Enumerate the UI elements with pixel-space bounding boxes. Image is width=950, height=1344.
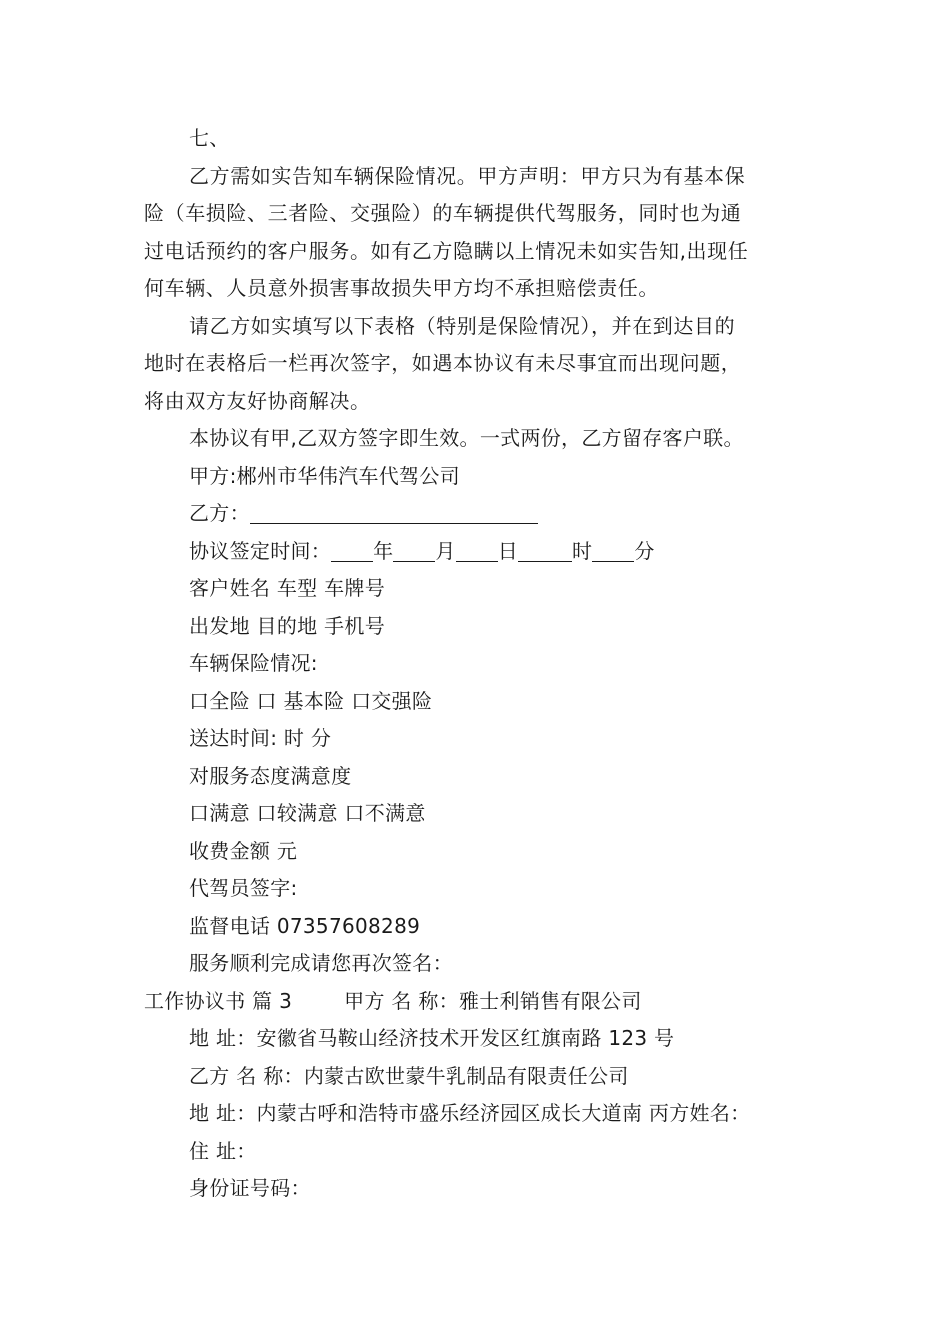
minute-label: 分: [634, 538, 655, 563]
day-label: 日: [497, 538, 519, 563]
hour-blank: [518, 541, 572, 562]
paragraph-line: 何车辆、人员意外损害事故损失甲方均不承担赔偿责任。: [144, 276, 659, 300]
month-blank: [393, 541, 435, 562]
agreement3-party-b: 乙方 名 称：内蒙古欧世蒙牛乳制品有限责任公司: [189, 1063, 629, 1088]
effective-clause: 本协议有甲,乙双方签字即生效。一式两份，乙方留存客户联。: [189, 426, 744, 450]
agreement3-party-a: 甲方 名 称：雅士利销售有限公司: [344, 988, 642, 1013]
party-b-label: 乙方：: [189, 501, 250, 525]
paragraph-line: 地时在表格后一栏再次签字，如遇本协议有未尽事宜而出现问题，: [144, 351, 742, 375]
customer-fields: 客户姓名 车型 车牌号: [189, 576, 386, 600]
form-instruction-paragraph: [144, 308, 814, 421]
sign-time-line: [144, 533, 814, 571]
section-number: 七、: [189, 126, 230, 150]
paragraph-line: 请乙方如实填写以下表格（特别是保险情况），并在到达目的: [189, 313, 736, 338]
hour-label: 时: [572, 538, 593, 563]
party-b-signature-blank: [250, 503, 538, 524]
agreement3-address-b: 地 址：内蒙古呼和浩特市盛乐经济园区成长大道南 丙方姓名：: [189, 1101, 751, 1125]
month-label: 月: [435, 538, 456, 563]
driver-signature-line: 代驾员签字:: [189, 876, 298, 900]
insurance-paragraph: [144, 158, 814, 308]
arrival-time: 送达时间: 时 分: [189, 726, 332, 750]
insurance-options: 口全险 口 基本险 口交强险: [189, 688, 433, 713]
day-blank: [456, 541, 498, 562]
fee-line: 收费金额 元: [189, 838, 298, 863]
paragraph-line: 乙方需如实告知车辆保险情况。甲方声明：甲方只为有基本保: [189, 163, 746, 188]
satisfaction-label: 对服务态度满意度: [189, 763, 352, 788]
supervision-phone: 监督电话 07357608289: [189, 913, 421, 938]
insurance-label: 车辆保险情况:: [189, 651, 318, 675]
party-a-line: 甲方:郴州市华伟汽车代驾公司: [189, 463, 460, 488]
document-body: [144, 120, 814, 1208]
paragraph-line: 将由双方友好协商解决。: [144, 388, 371, 413]
agreement3-address-a: 地 址：安徽省马鞍山经济技术开发区红旗南路 123 号: [189, 1026, 675, 1050]
year-blank: [331, 541, 373, 562]
paragraph-line: 过电话预约的客户服务。如有乙方隐瞒以上情况未如实告知,出现任: [144, 238, 749, 263]
party-b-line: [144, 495, 814, 533]
satisfaction-options: 口满意 口较满意 口不满意: [189, 801, 426, 825]
agreement3-title: 工作协议书 篇 3: [144, 988, 293, 1013]
minute-blank: [592, 541, 634, 562]
resign-line: 服务顺利完成请您再次签名：: [189, 951, 453, 975]
agreement3-residence: 住 址：: [189, 1138, 257, 1163]
agreement3-header: [144, 983, 814, 1021]
paragraph-line: 险（车损险、三者险、交强险）的车辆提供代驾服务，同时也为通: [144, 201, 742, 225]
agreement3-id-number: 身份证号码：: [189, 1176, 311, 1200]
trip-fields: 出发地 目的地 手机号: [189, 613, 386, 638]
year-label: 年: [373, 538, 394, 563]
sign-time-label: 协议签定时间：: [189, 538, 332, 563]
